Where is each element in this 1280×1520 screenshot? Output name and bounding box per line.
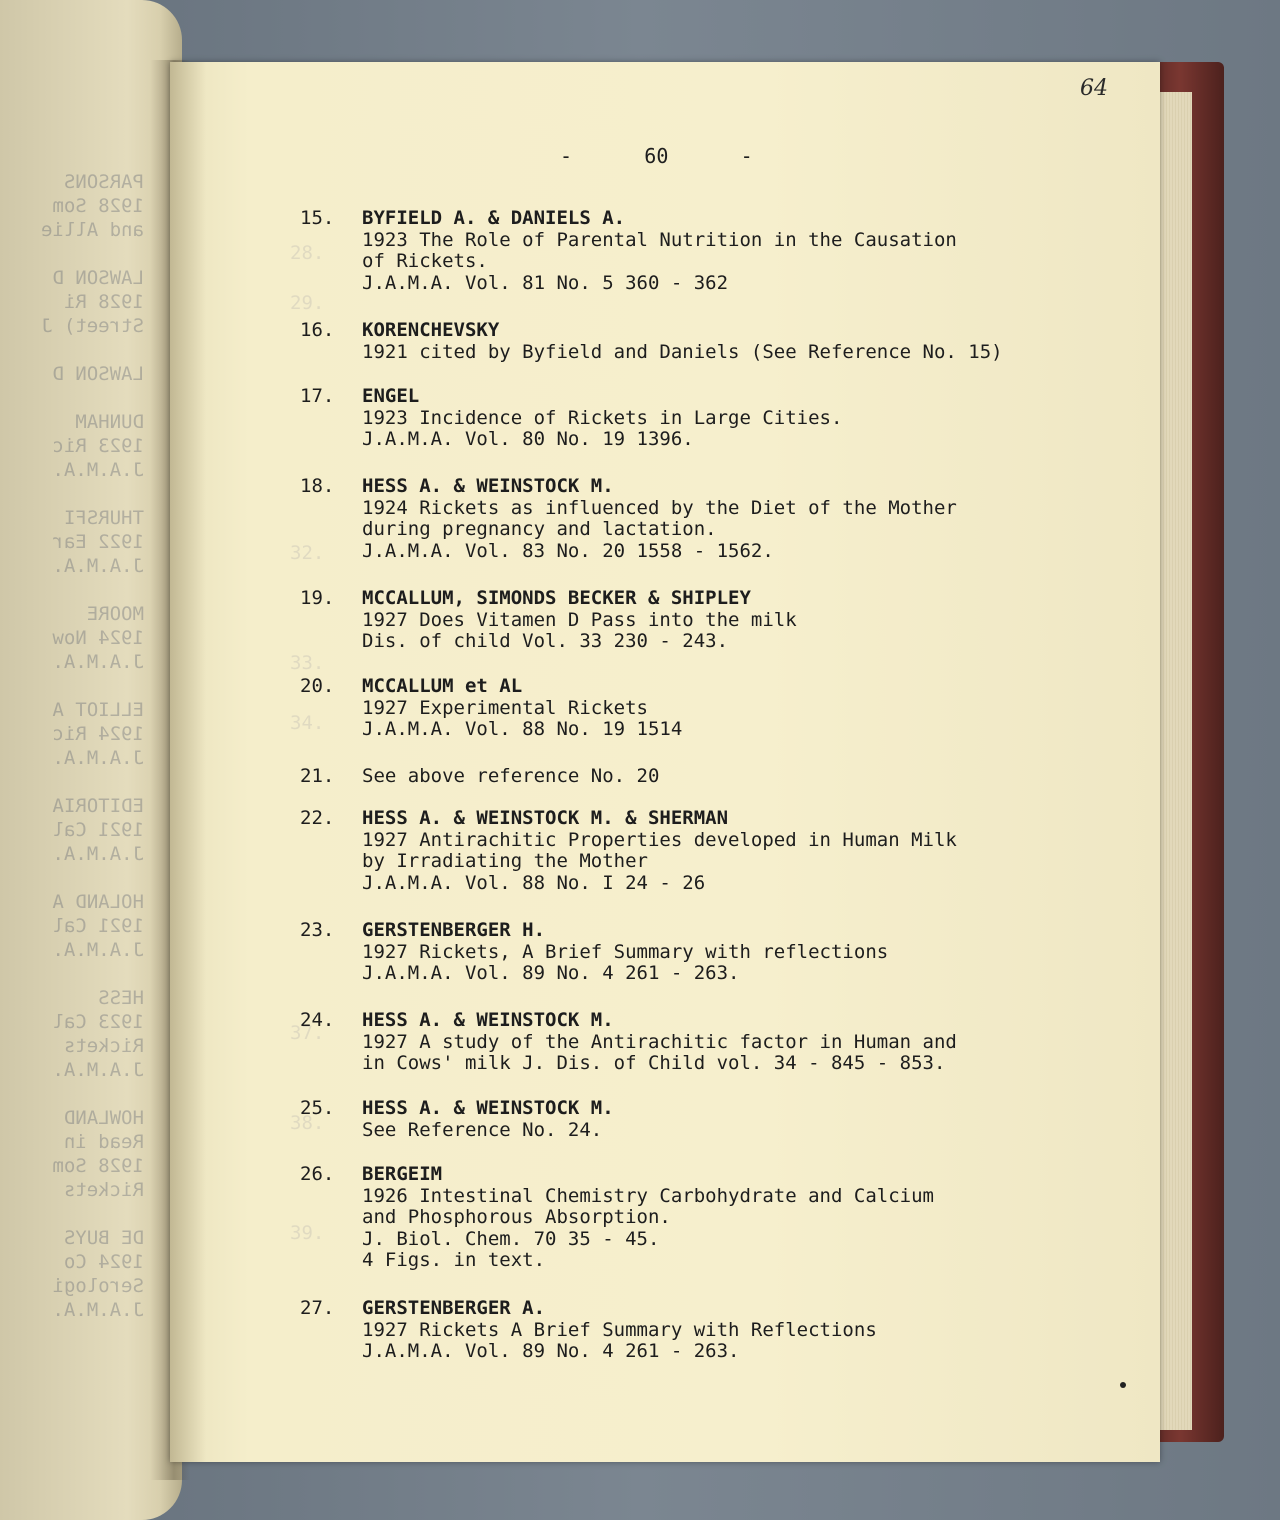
reference-line: during pregnancy and lactation. [362, 518, 717, 540]
reference-line: J.A.M.A. Vol. 83 No. 20 1558 - 1562. [362, 539, 774, 562]
reference-line: of Rickets. [362, 250, 488, 272]
reference-authors: MCCALLUM, SIMONDS BECKER & SHIPLEY [362, 587, 751, 609]
reference-number: 27. [300, 1297, 335, 1319]
reference-line: J.A.M.A. Vol. 89 No. 4 261 - 263. [362, 1340, 740, 1362]
reference-authors: KORENCHEVSKY [362, 319, 500, 341]
facing-page-bleed: PARSONS 1928 Som and Allie LAWSON D 1928 Ri Street) J LAWSON D DUNHAM 1923 Ric J.A.M.A. THURSFI 1922 Ear J.A.M.A. MOORE 1924 Now J.A.M.A. ELLIOT A 1924 Ric J.A.M.A. EDITORIA 1921 Cal J.A.M.A. HOLAND A 1921 Cal J.A.M.A. HESS 1923 Cal Rickets J.A.M.A. HOWLAND Read in 1928 Som Rickets DE BUYS 1924 Co Serologi J.A.M.A. [41, 171, 144, 1321]
reference-number: 16. [300, 319, 335, 341]
reference-line: 1926 Intestinal Chemistry Carbohydrate and Calcium [362, 1184, 934, 1207]
reference-number: 21. [300, 765, 335, 787]
reference-authors: HESS A. & WEINSTOCK M. [362, 475, 614, 497]
reference-line: Dis. of child Vol. 33 230 - 243. [362, 630, 729, 652]
show-through: 28. 29. 32. 33. 34. 37. 38. 39. [290, 242, 325, 1244]
reference-line: in Cows' milk J. Dis. of Child vol. 34 - 845 - 853. [362, 1052, 946, 1074]
reference-authors: HESS A. & WEINSTOCK M. & SHERMAN [362, 807, 729, 829]
reference-number: 22. [300, 807, 335, 829]
reference-line: J.A.M.A. Vol. 88 No. 19 1514 [362, 718, 683, 740]
reference-line: 1927 A study of the Antirachitic factor in Human and [362, 1030, 957, 1053]
reference-line: and Phosphorous Absorption. [362, 1206, 671, 1228]
reference-line: J.A.M.A. Vol. 80 No. 19 1396. [362, 428, 694, 450]
reference-line: 1927 Rickets, A Brief Summary with reflections [362, 940, 889, 963]
reference-number: 18. [300, 475, 335, 497]
reference-authors: HESS A. & WEINSTOCK M. [362, 1009, 614, 1031]
page-number: - 60 - [560, 144, 753, 168]
reference-number: 26. [300, 1163, 335, 1185]
reference-line: J. Biol. Chem. 70 35 - 45. [362, 1227, 660, 1250]
reference-line: J.A.M.A. Vol. 88 No. I 24 - 26 [362, 871, 706, 894]
reference-number: 19. [300, 587, 335, 609]
reference-authors: MCCALLUM et AL [362, 675, 523, 697]
reference-authors: GERSTENBERGER A. [362, 1297, 546, 1319]
reference-line: by Irradiating the Mother [362, 850, 648, 872]
reference-number: 17. [300, 385, 335, 407]
reference-authors: ENGEL [362, 385, 420, 407]
reference-authors: BYFIELD A. & DANIELS A. [362, 207, 626, 229]
reference-authors: GERSTENBERGER H. [362, 919, 546, 941]
reference-number: 23. [300, 919, 335, 941]
reference-line: 1923 Incidence of Rickets in Large Cities. [362, 406, 843, 429]
reference-line: 1927 Experimental Rickets [362, 696, 648, 719]
reference-line: 1921 cited by Byfield and Daniels (See Reference No. 15) [362, 340, 1003, 363]
reference-authors: BERGEIM [362, 1163, 443, 1185]
reference-authors: HESS A. & WEINSTOCK M. [362, 1097, 614, 1119]
reference-number: 20. [300, 675, 335, 697]
reference-line: 4 Figs. in text. [362, 1249, 546, 1271]
reference-line: 1927 Rickets A Brief Summary with Reflections [362, 1318, 877, 1341]
reference-line: J.A.M.A. Vol. 89 No. 4 261 - 263. [362, 962, 740, 984]
ink-dot [1120, 1382, 1126, 1388]
document-page [170, 62, 1160, 1462]
reference-line: See Reference No. 24. [362, 1118, 603, 1141]
reference-line: See above reference No. 20 [362, 765, 660, 787]
reference-number: 25. [300, 1097, 335, 1119]
reference-line: 1927 Antirachitic Properties developed in Human Milk [362, 828, 957, 851]
handwritten-folio: 64 [1080, 76, 1108, 101]
reference-number: 24. [300, 1009, 335, 1031]
reference-line: J.A.M.A. Vol. 81 No. 5 360 - 362 [362, 271, 729, 294]
reference-line: 1923 The Role of Parental Nutrition in the Causation [362, 228, 957, 251]
reference-number: 15. [300, 207, 335, 229]
reference-line: 1927 Does Vitamen D Pass into the milk [362, 608, 797, 631]
reference-line: 1924 Rickets as influenced by the Diet of the Mother [362, 496, 957, 519]
